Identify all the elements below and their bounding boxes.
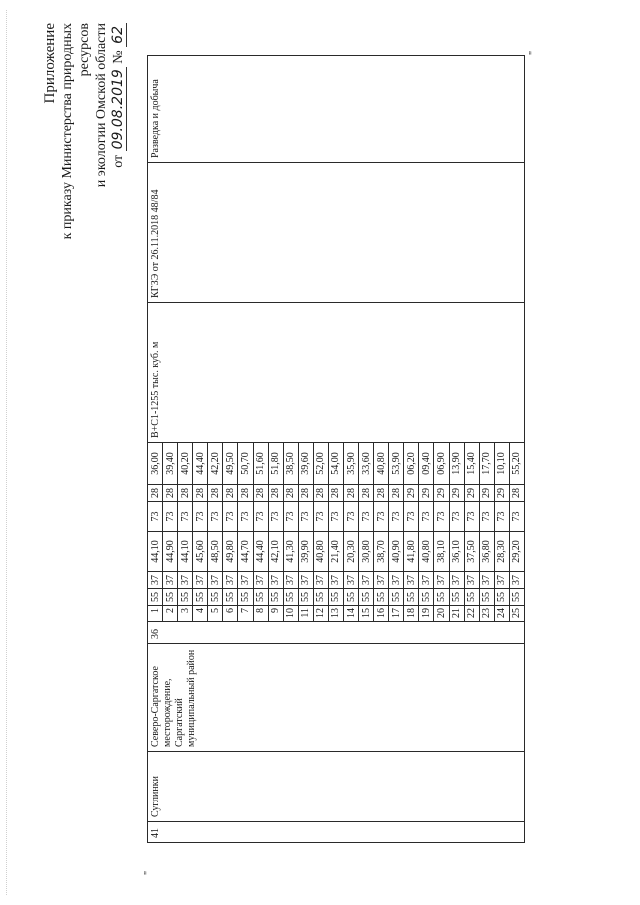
point-number: 13 <box>328 606 343 622</box>
lon-seconds: 40,80 <box>374 443 389 485</box>
lon-degrees: 73 <box>449 502 464 532</box>
point-number: 17 <box>389 606 404 622</box>
quote-mark-open: " <box>143 870 154 875</box>
row-number: 41 <box>148 822 525 843</box>
lon-degrees: 73 <box>434 502 449 532</box>
lon-degrees: 73 <box>253 502 268 532</box>
lat-degrees: 55 <box>193 589 208 606</box>
lat-degrees: 55 <box>328 589 343 606</box>
lat-minutes: 37 <box>374 572 389 589</box>
lon-seconds: 42,20 <box>208 443 223 485</box>
lat-minutes: 37 <box>509 572 524 589</box>
lat-minutes: 37 <box>193 572 208 589</box>
lat-seconds: 36,10 <box>449 532 464 572</box>
lon-degrees: 73 <box>313 502 328 532</box>
lat-degrees: 55 <box>389 589 404 606</box>
lat-seconds: 40,80 <box>419 532 434 572</box>
lat-seconds: 49,80 <box>223 532 238 572</box>
lon-minutes: 28 <box>253 485 268 502</box>
lon-minutes: 29 <box>494 485 509 502</box>
lat-minutes: 37 <box>178 572 193 589</box>
lat-degrees: 55 <box>223 589 238 606</box>
lat-seconds: 21,40 <box>328 532 343 572</box>
lon-seconds: 39,40 <box>163 443 178 485</box>
lon-degrees: 73 <box>223 502 238 532</box>
point-number: 5 <box>208 606 223 622</box>
point-number: 11 <box>298 606 313 622</box>
lat-seconds: 38,70 <box>374 532 389 572</box>
appendix-header <box>42 23 127 293</box>
lon-degrees: 73 <box>238 502 253 532</box>
usage-purpose: Разведка и добыча <box>148 56 525 163</box>
lat-seconds: 20,30 <box>344 532 359 572</box>
lat-degrees: 55 <box>494 589 509 606</box>
lon-minutes: 28 <box>148 485 163 502</box>
lat-degrees: 55 <box>479 589 494 606</box>
point-number: 8 <box>253 606 268 622</box>
lat-degrees: 55 <box>464 589 479 606</box>
lon-degrees: 73 <box>419 502 434 532</box>
lon-degrees: 73 <box>479 502 494 532</box>
lat-degrees: 55 <box>148 589 163 606</box>
lat-seconds: 37,50 <box>464 532 479 572</box>
lon-minutes: 29 <box>434 485 449 502</box>
lat-seconds: 40,80 <box>313 532 328 572</box>
lon-seconds: 13,90 <box>449 443 464 485</box>
lon-minutes: 28 <box>328 485 343 502</box>
lat-degrees: 55 <box>298 589 313 606</box>
lat-seconds: 39,90 <box>298 532 313 572</box>
lon-degrees: 73 <box>298 502 313 532</box>
lon-minutes: 28 <box>298 485 313 502</box>
lat-seconds: 41,30 <box>283 532 298 572</box>
point-number: 22 <box>464 606 479 622</box>
lat-minutes: 37 <box>298 572 313 589</box>
point-number: 14 <box>344 606 359 622</box>
lon-degrees: 73 <box>494 502 509 532</box>
lat-seconds: 28,30 <box>494 532 509 572</box>
lat-seconds: 44,90 <box>163 532 178 572</box>
lat-minutes: 37 <box>268 572 283 589</box>
lon-seconds: 53,90 <box>389 443 404 485</box>
lat-minutes: 37 <box>283 572 298 589</box>
lat-minutes: 37 <box>479 572 494 589</box>
lat-seconds: 42,10 <box>268 532 283 572</box>
lon-minutes: 28 <box>163 485 178 502</box>
point-number: 20 <box>434 606 449 622</box>
approval-protocol: КГЗЭ от 26.11.2018 48/84 <box>148 163 525 303</box>
lon-minutes: 28 <box>268 485 283 502</box>
point-number: 12 <box>313 606 328 622</box>
point-number: 15 <box>359 606 374 622</box>
lat-minutes: 37 <box>419 572 434 589</box>
lat-seconds: 41,80 <box>404 532 419 572</box>
lat-degrees: 55 <box>163 589 178 606</box>
table-row <box>148 56 163 843</box>
lon-minutes: 29 <box>464 485 479 502</box>
lon-minutes: 28 <box>313 485 328 502</box>
lat-seconds: 36,80 <box>479 532 494 572</box>
lon-degrees: 73 <box>193 502 208 532</box>
lat-degrees: 55 <box>404 589 419 606</box>
lon-minutes: 29 <box>419 485 434 502</box>
lon-minutes: 28 <box>178 485 193 502</box>
order-date: 09.08.2019 <box>110 69 126 150</box>
lon-seconds: 38,50 <box>283 443 298 485</box>
lat-minutes: 37 <box>328 572 343 589</box>
point-number: 3 <box>178 606 193 622</box>
lon-degrees: 73 <box>509 502 524 532</box>
lat-seconds: 44,10 <box>148 532 163 572</box>
lat-seconds: 44,10 <box>178 532 193 572</box>
lon-minutes: 28 <box>374 485 389 502</box>
lat-degrees: 55 <box>374 589 389 606</box>
lon-seconds: 55,20 <box>509 443 524 485</box>
mineral-type: Суглинки <box>148 752 525 822</box>
lat-seconds: 38,10 <box>434 532 449 572</box>
lon-seconds: 39,60 <box>298 443 313 485</box>
lon-seconds: 40,20 <box>178 443 193 485</box>
point-number: 7 <box>238 606 253 622</box>
reserves-category: В+С1-1255 тыс. куб. м <box>148 303 525 443</box>
lat-minutes: 37 <box>148 572 163 589</box>
lat-seconds: 48,50 <box>208 532 223 572</box>
lat-degrees: 55 <box>344 589 359 606</box>
lon-degrees: 73 <box>404 502 419 532</box>
lon-minutes: 29 <box>404 485 419 502</box>
lon-seconds: 09,40 <box>419 443 434 485</box>
lon-seconds: 44,40 <box>193 443 208 485</box>
lon-seconds: 06,20 <box>404 443 419 485</box>
lon-degrees: 73 <box>178 502 193 532</box>
point-number: 4 <box>193 606 208 622</box>
lon-degrees: 73 <box>163 502 178 532</box>
point-number: 1 <box>148 606 163 622</box>
lon-seconds: 49,50 <box>223 443 238 485</box>
lat-seconds: 44,70 <box>238 532 253 572</box>
lat-minutes: 37 <box>344 572 359 589</box>
lon-degrees: 73 <box>148 502 163 532</box>
point-number: 10 <box>283 606 298 622</box>
lat-minutes: 37 <box>389 572 404 589</box>
lon-seconds: 17,70 <box>479 443 494 485</box>
lon-minutes: 28 <box>193 485 208 502</box>
number-label: № <box>111 50 126 64</box>
lat-minutes: 37 <box>208 572 223 589</box>
ministry-name: и экологии Омской области <box>94 23 109 188</box>
lat-degrees: 55 <box>359 589 374 606</box>
lat-minutes: 37 <box>494 572 509 589</box>
lon-seconds: 06,90 <box>434 443 449 485</box>
lat-minutes: 37 <box>359 572 374 589</box>
lon-degrees: 73 <box>268 502 283 532</box>
lat-seconds: 45,60 <box>193 532 208 572</box>
lat-minutes: 37 <box>223 572 238 589</box>
lat-seconds: 44,40 <box>253 532 268 572</box>
lon-minutes: 29 <box>479 485 494 502</box>
order-reference: к приказу Министерства природных ресурсов <box>60 23 92 240</box>
lon-minutes: 29 <box>449 485 464 502</box>
lat-degrees: 55 <box>434 589 449 606</box>
lon-degrees: 73 <box>208 502 223 532</box>
point-number: 9 <box>268 606 283 622</box>
lat-degrees: 55 <box>208 589 223 606</box>
point-number: 6 <box>223 606 238 622</box>
lon-seconds: 51,80 <box>268 443 283 485</box>
appendix-title: Приложение <box>42 23 58 104</box>
lat-degrees: 55 <box>178 589 193 606</box>
point-number: 24 <box>494 606 509 622</box>
license-area: 36 <box>148 622 525 644</box>
lon-seconds: 50,70 <box>238 443 253 485</box>
quote-mark-close: " <box>528 50 539 55</box>
lon-minutes: 28 <box>223 485 238 502</box>
point-number: 16 <box>374 606 389 622</box>
order-number: 62 <box>110 23 127 47</box>
lon-minutes: 28 <box>389 485 404 502</box>
lat-minutes: 37 <box>163 572 178 589</box>
lon-degrees: 73 <box>374 502 389 532</box>
lon-seconds: 15,40 <box>464 443 479 485</box>
lon-minutes: 28 <box>208 485 223 502</box>
lat-minutes: 37 <box>313 572 328 589</box>
point-number: 23 <box>479 606 494 622</box>
deposits-table <box>147 55 525 843</box>
lat-degrees: 55 <box>419 589 434 606</box>
lat-minutes: 37 <box>253 572 268 589</box>
from-label: от <box>111 154 126 168</box>
lon-seconds: 51,60 <box>253 443 268 485</box>
lat-degrees: 55 <box>283 589 298 606</box>
point-number: 25 <box>509 606 524 622</box>
lat-degrees: 55 <box>253 589 268 606</box>
lat-seconds: 40,90 <box>389 532 404 572</box>
order-date-line <box>110 23 127 293</box>
lon-minutes: 28 <box>344 485 359 502</box>
lon-degrees: 73 <box>359 502 374 532</box>
lon-degrees: 73 <box>283 502 298 532</box>
lon-degrees: 73 <box>344 502 359 532</box>
lat-minutes: 37 <box>464 572 479 589</box>
point-number: 19 <box>419 606 434 622</box>
lat-minutes: 37 <box>404 572 419 589</box>
lon-seconds: 10,10 <box>494 443 509 485</box>
deposits-table-body <box>148 56 525 843</box>
deposit-name: Северо-Саргатское месторождение, Саргатский муниципальный район <box>148 644 525 752</box>
lon-seconds: 36,00 <box>148 443 163 485</box>
point-number: 2 <box>163 606 178 622</box>
lon-degrees: 73 <box>328 502 343 532</box>
point-number: 21 <box>449 606 464 622</box>
lat-seconds: 30,80 <box>359 532 374 572</box>
lat-seconds: 29,20 <box>509 532 524 572</box>
lon-seconds: 52,00 <box>313 443 328 485</box>
lon-minutes: 28 <box>509 485 524 502</box>
lat-degrees: 55 <box>268 589 283 606</box>
lat-degrees: 55 <box>509 589 524 606</box>
point-number: 18 <box>404 606 419 622</box>
lon-seconds: 35,90 <box>344 443 359 485</box>
lon-minutes: 28 <box>283 485 298 502</box>
lat-degrees: 55 <box>238 589 253 606</box>
lon-minutes: 28 <box>238 485 253 502</box>
lon-seconds: 54,00 <box>328 443 343 485</box>
lat-minutes: 37 <box>238 572 253 589</box>
lat-minutes: 37 <box>449 572 464 589</box>
lat-degrees: 55 <box>449 589 464 606</box>
lon-degrees: 73 <box>389 502 404 532</box>
lon-seconds: 33,60 <box>359 443 374 485</box>
lat-minutes: 37 <box>434 572 449 589</box>
lat-degrees: 55 <box>313 589 328 606</box>
lon-degrees: 73 <box>464 502 479 532</box>
lon-minutes: 28 <box>359 485 374 502</box>
